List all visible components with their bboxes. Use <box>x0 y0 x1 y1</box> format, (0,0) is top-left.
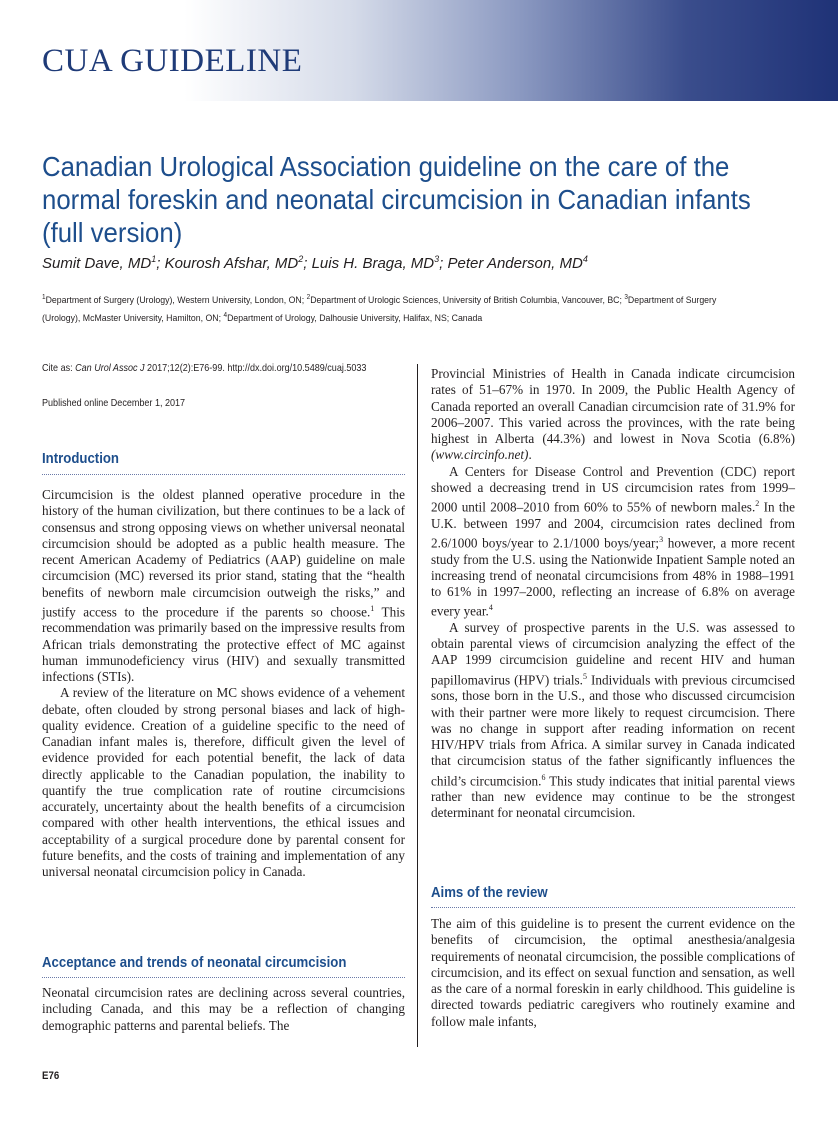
paragraph <box>431 620 795 822</box>
author-sup: 3 <box>434 254 440 264</box>
acceptance-body <box>42 985 405 1034</box>
ref-sup: 5 <box>582 671 587 681</box>
heading-rule <box>42 977 405 978</box>
affil-sup: 4 <box>223 312 228 320</box>
page-number: E76 <box>42 1070 60 1082</box>
header-banner <box>0 0 838 101</box>
article-title: Canadian Urological Association guideline on the care of the normal foreskin and neonatal circumcision in Canadian infants (full version) <box>42 151 751 248</box>
author-name: Kourosh Afshar, MD <box>164 255 299 272</box>
introduction-heading: Introduction <box>42 450 119 467</box>
cite-prefix: Cite as: <box>42 362 76 374</box>
text: however, a more recent study from the U.S. using the Nationwide Inpatient Sample noted an increasing trend of neonatal circumcisions from 48% in 1988–1991 to 61% in 1997–2000, reflecting an increase of 6.8% on average every year. <box>431 535 795 619</box>
affiliations <box>42 290 741 326</box>
aims-heading: Aims of the review <box>431 884 548 901</box>
text: Provincial Ministries of Health in Canada indicate circumcision rates of 51–67% in 1970. In 2009, the Public Health Agency of Canada reported an overall Canadian circumcision rate of 31.9% for 2006–2007. This varied across the provinces, with the rate being highest in Alberta (44.3%) and lowest in Nova Scotia (6.8%) <box>431 366 795 446</box>
affil-text: Department of Surgery (Urology), McMaster University, Hamilton, ON; <box>42 295 717 325</box>
text: In the U.K. between 1997 and 2004, circumcision rates declined from 2.6/1000 boys/year to 2.1/1000 boys/year; <box>431 499 795 551</box>
citation-line <box>42 362 366 374</box>
paragraph <box>42 487 405 685</box>
trends-body <box>431 366 795 822</box>
affil-sup: 3 <box>624 294 628 301</box>
circinfo-link[interactable]: (www.circinfo.net) <box>431 447 529 463</box>
author-list: Sumit Dave, $MD^1$; Kourosh Afshar, $MD^2$; Luis H. Braga, $MD^3$; Peter Anderson, $MD^4$ <box>42 254 588 272</box>
text: . <box>528 447 532 463</box>
text: This recommendation was primarily based on the impressive results from African trials demonstrating the protective effect of MC against human immunodeficiency virus (HIV) and sexually transmitted infections (STIs). <box>42 604 405 685</box>
affil-text: Department of Urologic Sciences, University of British Columbia, Vancouver, BC; <box>310 295 625 307</box>
text: A survey of prospective parents in the U.S. was assessed to obtain parental views of circumcision analyzing the effect of the AAP 1999 circumcision guideline and recent HIV and human papillomavirus (HPV) trials. <box>431 619 795 688</box>
author-name: Sumit Dave, MD <box>42 255 152 272</box>
cite-doi[interactable]: 2017;12(2):E76-99. http://dx.doi.org/10.5489/cuaj.5033 <box>144 362 367 374</box>
text: Individuals with previous circumcised sons, those born in the U.S., and those who discussed circumcision with their partner were more likely to request circumcision. There was no change in support after reading information on recent HIV/HPV trials from Africa. A similar survey in Canada indicated that circumcision status of the father significantly influences the child’s circumcision. <box>431 672 795 788</box>
ref-sup: 6 <box>541 772 546 782</box>
ref-sup: 2 <box>755 499 760 508</box>
text: Circumcision is the oldest planned operative procedure in the history of the human civilization, but there continues to be a lack of consensus and strong opposing views on whether universal neonatal circumcision should be adopted as a public health measure. The recent American Academy of Pediatrics (AAP) guideline on male circumcision (MC) reversed its prior stand, stating that the “health benefits of newborn male circumcision outweigh the risks,” and justify access to the procedure if the parents so choose. <box>42 487 405 620</box>
acceptance-heading: Acceptance and trends of neonatal circumcision <box>42 954 347 971</box>
ref-sup: 4 <box>488 603 493 613</box>
author-sup: 4 <box>582 254 588 264</box>
paragraph: A review of the literature on MC shows evidence of a vehement debate, often clouded by strong personal biases and lack of high-quality evidence. Creation of a guideline specific to the need of Canadian infant males is, therefore, difficult given the level of evidence provided for each potential benefit, the lack of data directly applicable to the Canadian population, the inability to quantify the true complication rate of routine circumcisions accurately, uncertainty about the health benefits of a circumcision compared with other health interventions, the ethical issues and acceptability of a surgical procedure done by parental consent for future benefits, and the costs of training and implementation of any universal neonatal circumcision policy in Canada. <box>42 685 405 880</box>
affil-text: Department of Urology, Dalhousie University, Halifax, NS; Canada <box>227 313 483 325</box>
published-date: Published online December 1, 2017 <box>42 397 186 409</box>
column-divider <box>417 364 418 1047</box>
ref-sup: 1 <box>370 603 375 613</box>
text: A Centers for Disease Control and Prevention (CDC) report showed a decreasing trend in US circumcision rates from 1999–2000 until 2008–2010 from 60% to 55% of newborn males. <box>431 463 795 515</box>
paragraph: The aim of this guideline is to present the current evidence on the benefits of circumcision, the optimal anesthesia/analgesia requirements of neonatal circumcision, the possible complications of circumcision, and its effect on sexual function and sensation, as well as the care of a normal foreskin in early childhood. This guideline is directed towards pediatric caregivers who routinely examine and follow male infants, <box>431 916 795 1029</box>
author-sup: 1 <box>151 254 157 264</box>
affil-sup: 2 <box>306 294 311 301</box>
author-name: Luis H. Braga, MD <box>311 255 435 272</box>
text: This study indicates that initial parental views rather than new evidence may continue to be the strongest determinant for neonatal circumcision. <box>431 772 795 821</box>
paragraph: Neonatal circumcision rates are declining across several countries, including Canada, and this may be a reflection of changing demographic patterns and parental beliefs. The <box>42 985 405 1033</box>
aims-body <box>431 916 795 1030</box>
affil-sup: 1 <box>42 294 46 301</box>
heading-rule <box>42 474 405 475</box>
cite-journal: Can Urol Assoc J <box>75 362 145 374</box>
paragraph <box>431 366 795 464</box>
section-label: CUA GUIDELINE <box>42 43 303 79</box>
introduction-body <box>42 487 405 880</box>
author-sup: 2 <box>298 254 304 264</box>
affil-text: Department of Surgery (Urology), Western University, London, ON; <box>45 295 307 307</box>
paragraph <box>431 464 795 620</box>
author-name: Peter Anderson, MD <box>447 255 583 272</box>
ref-sup: 3 <box>659 534 664 544</box>
heading-rule <box>431 907 795 908</box>
